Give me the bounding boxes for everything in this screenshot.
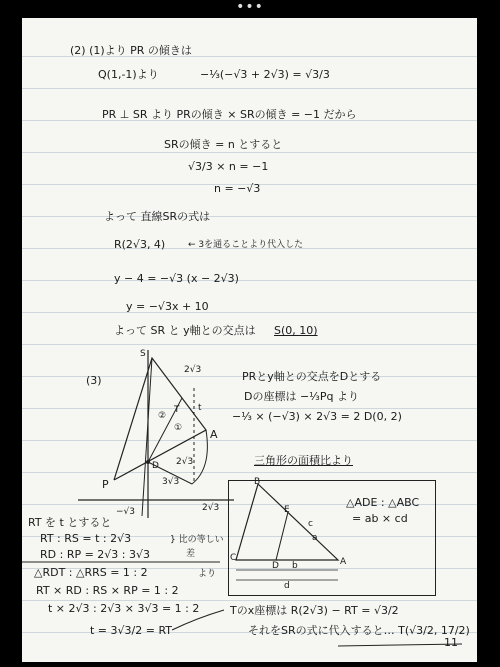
label-2root3-b: 2√3	[176, 457, 194, 467]
label-a2: A	[340, 557, 347, 567]
label-small-b: b	[292, 561, 298, 571]
label-small-a: a	[312, 533, 318, 543]
label-s: S	[140, 349, 146, 359]
note-line: よって 直線SRの式は	[104, 210, 211, 223]
label-b: B	[254, 477, 261, 487]
note-line: Tのx座標は R(2√3) − RT = √3/2	[230, 604, 399, 617]
note-line: y = −√3x + 10	[126, 300, 209, 313]
note-line: Q(1,-1)より	[98, 68, 159, 81]
note-line: t × 2√3 : 2√3 × 3√3 = 1 : 2	[48, 602, 200, 615]
note-line: t = 3√3/2 = RT	[90, 624, 173, 637]
label-c: C	[230, 553, 237, 563]
note-line: y − 4 = −√3 (x − 2√3)	[114, 272, 239, 285]
note-line: RT : RS = t : 2√3	[40, 532, 132, 545]
label-e: E	[284, 505, 290, 515]
label-t: t	[198, 403, 202, 413]
note-line: R(2√3, 4)	[114, 238, 166, 251]
label-a: A	[210, 428, 218, 441]
label-d: D	[152, 461, 159, 471]
label-t-point: T	[174, 405, 180, 415]
note-line: RT × RD : RS × RP = 1 : 2	[36, 584, 179, 597]
notebook-page	[22, 18, 477, 662]
note-aside: 差	[186, 549, 196, 559]
label-circle1: ①	[174, 423, 183, 433]
note-line: Dの座標は −⅓Pq より	[244, 390, 359, 403]
note-line: 三角形の面積比より	[254, 454, 353, 467]
part-label: (3)	[86, 374, 102, 387]
ratio-formula-2: = ab × cd	[352, 512, 408, 525]
note-line: △RDT : △RRS = 1 : 2	[34, 566, 148, 579]
ratio-formula-1: △ADE : △ABC	[346, 496, 420, 509]
label-small-d: D	[272, 561, 279, 571]
note-line: −⅓(−√3 + 2√3) = √3/3	[200, 68, 330, 81]
viewer-top-bar	[0, 0, 500, 18]
page-mark: 11	[444, 636, 458, 649]
note-line: SRの傾き = n とすると	[164, 138, 283, 151]
note-line: PRとy軸との交点をDとする	[242, 370, 382, 383]
note-line: √3/3 × n = −1	[188, 160, 269, 173]
label-minus-root3: −√3	[116, 507, 136, 517]
note-line: PR ⊥ SR より PRの傾き × SRの傾き = −1 だから	[102, 108, 357, 121]
note-line: (2) (1)より PR の傾きは	[70, 44, 192, 57]
note-line: −⅓ × (−√3) × 2√3 = 2 D(0, 2)	[232, 410, 402, 423]
note-line: RD : RP = 2√3 : 3√3	[40, 548, 151, 561]
note-line: n = −√3	[214, 182, 261, 195]
label-small-c: c	[308, 519, 313, 529]
annotation-marks	[22, 18, 477, 662]
label-2root3-c: 2√3	[202, 503, 220, 513]
note-line: RT を t とすると	[28, 516, 112, 529]
label-3root3: 3√3	[162, 477, 180, 487]
note-line: よって SR と y軸との交点は	[114, 324, 256, 337]
label-2root3: 2√3	[184, 365, 202, 375]
note-aside: ← 3を通ることより代入した	[188, 240, 304, 250]
note-line: それをSRの式に代入すると… T(√3/2, 17/2)	[248, 624, 470, 637]
more-options-icon[interactable]: •••	[236, 0, 264, 15]
note-aside: より	[198, 569, 217, 579]
note-aside: } 比の等しい	[170, 535, 224, 545]
label-small-dd: d	[284, 581, 290, 591]
label-circle2: ②	[158, 411, 167, 421]
answer-s: S(0, 10)	[274, 324, 318, 337]
label-p: P	[102, 478, 109, 491]
